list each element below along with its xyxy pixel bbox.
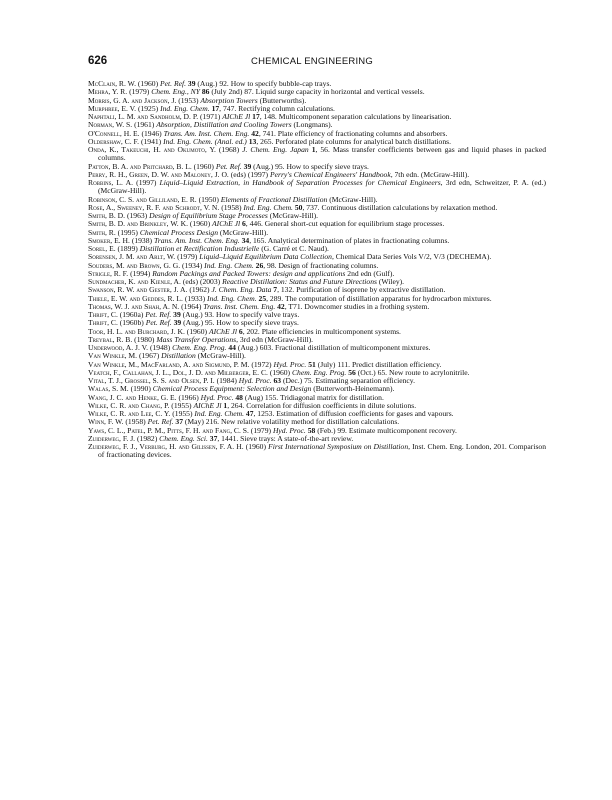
reference-volume: 44: [228, 343, 236, 352]
reference-volume: 47: [245, 409, 254, 418]
reference-details: (Aug.) 92. How to specify bubble-cap trays.: [197, 79, 332, 88]
reference-year: (1971): [200, 112, 221, 121]
reference-details: (Longmans).: [293, 120, 333, 130]
reference-volume: 26: [255, 260, 264, 270]
reference-details: , 148. Multicomponent separation calculations by linearisation.: [259, 112, 452, 121]
reference-source: Chem. Eng. Prog.: [291, 367, 347, 377]
reference-volume: 25: [258, 293, 267, 303]
reference-year: (1979): [177, 252, 198, 262]
reference-list: [88, 80, 546, 460]
reference-authors: Smoker, E. H.: [88, 235, 130, 245]
reference-year: (1968): [218, 145, 240, 154]
reference-source: Pet. Ref.: [160, 79, 186, 88]
reference-volume: 39: [173, 310, 181, 319]
reference-details: (Butterworth-Heinemann).: [313, 384, 395, 394]
reference-details: (G. Carré et C. Naud).: [261, 244, 329, 253]
reference-volume: 17: [252, 112, 260, 121]
reference-source: Liquid–Liquid Equilibrium Data Collection: [199, 252, 332, 262]
reference-source: Mass Transfer Operations: [156, 334, 237, 344]
reference-source: Absorption Towers: [200, 95, 258, 105]
page-number: 626: [88, 55, 108, 67]
reference-source: Chem. Eng. Sci.: [159, 433, 208, 443]
reference-source: Random Packings and Packed Towers: design and applications: [152, 268, 346, 278]
reference-source: J. Chem. Eng. Japan: [242, 145, 309, 154]
reference-source: Reactive Distillation: Status and Future Directions: [222, 277, 377, 286]
reference-source: Ind. Eng. Chem.: [207, 293, 257, 303]
reference-authors: Norman, W. S.: [88, 120, 133, 130]
reference-year: (1961): [134, 120, 155, 130]
reference-authors: Vital, T. J., Grossel, S. S. and Olsen, P. I.: [88, 376, 215, 385]
reference-year: (1955): [172, 409, 193, 418]
reference-source: Pet. Ref.: [145, 318, 172, 328]
reference-authors: Thrift, C.: [88, 318, 118, 328]
reference-authors: Robbins, L. A.: [88, 178, 134, 187]
reference-authors: Van Winkle, M., MacFarland, A. and Sigmund, P. M.: [88, 359, 250, 369]
reference-source: Hyd. Proc.: [200, 392, 234, 402]
reference-authors: Winn, F. W.: [88, 417, 124, 427]
reference-year: (1934): [182, 260, 203, 270]
reference-year: (1963): [126, 211, 148, 220]
reference-details: , 7th edn. (McGraw-Hill).: [390, 169, 470, 179]
reference-year: (1980): [134, 334, 155, 344]
reference-volume: 42: [277, 301, 285, 311]
reference-source: J. Chem. Eng. Data: [211, 285, 272, 295]
reference-source: Distillation et Rectification Industrielle: [139, 244, 260, 253]
reference-source: Chem. Eng. Prog.: [172, 343, 227, 352]
reference-details: , 56. Mass transfer coefficients between gas and liquid phases in packed columns.: [98, 145, 546, 163]
reference-details: (Wiley).: [378, 277, 405, 286]
reference-year: (1960a): [119, 310, 144, 319]
reference-details: , 264. Correlation for diffusion coefficients in dilute solutions.: [227, 400, 417, 410]
reference-authors: Morris, G. A. and Jackson, J.: [88, 95, 177, 105]
reference-year: (1982): [137, 433, 158, 443]
reference-year: (eds) (2003): [182, 277, 221, 286]
reference-details: (Aug.) 95. How to specify sieve trays.: [183, 318, 299, 328]
reference-authors: Onda, K., Takeuchi, H. and Okumoto, Y.: [88, 145, 216, 154]
reference-volume: 37: [175, 417, 183, 427]
reference-authors: Toor, H. L. and Burchard, J. K.: [88, 326, 185, 336]
reference-source: Elements of Fractional Distillation: [220, 194, 328, 204]
reference-authors: Patton, B. A. and Pritchard, B. L.: [88, 161, 192, 171]
reference-year: (1979): [250, 425, 272, 435]
reference-volume: 34: [241, 235, 250, 245]
reference-year: (1950): [198, 194, 219, 204]
reference-year: (1960): [245, 442, 266, 451]
reference-authors: Thrift, C.: [88, 310, 118, 319]
reference-authors: Underwood, A. J. V.: [88, 343, 149, 352]
reference-volume: 39: [187, 79, 196, 88]
reference-details: , 446. General short-cut equation for equilibrium stage processes.: [245, 219, 445, 229]
reference-details: , 165. Analytical determination of plates in fractionating columns.: [249, 235, 450, 245]
reference-authors: Thiele, E. W. and Geddes, R. L.: [88, 293, 183, 303]
reference-details: , 737. Continuous distillation calculations by relaxation method.: [302, 202, 498, 212]
reference-year: (1994): [130, 268, 151, 278]
reference-source: First International Symposium on Distillation: [268, 442, 409, 451]
reference-year: (1899): [117, 244, 138, 253]
reference-authors: Zuiderweg, F. J., Verburg, H. and Gilissen, F. A. H.: [88, 442, 244, 451]
reference-source: Trans. Am. Inst. Chem. Eng.: [153, 235, 240, 245]
reference-year: (1979): [129, 87, 150, 97]
reference-volume: 58: [307, 425, 316, 435]
reference-source: Pet. Ref.: [215, 161, 242, 171]
reference-source: Hyd. Proc.: [273, 359, 307, 369]
reference-year: (1997): [136, 178, 157, 187]
reference-volume: 63: [273, 376, 282, 385]
reference-details: (McGraw-Hill).: [197, 351, 246, 361]
reference-year: (1984): [216, 376, 237, 385]
reference-volume: 39: [173, 318, 182, 328]
reference-year: (1953): [178, 95, 199, 105]
reference-year: (1925): [137, 103, 159, 113]
reference-source: Absorption, Distillation and Cooling Towers: [156, 120, 292, 130]
reference-details: , 98. Design of fractionating columns.: [263, 260, 379, 270]
reference-source: Pet. Ref.: [145, 310, 172, 319]
reference-details: (Oct.) 65. New route to acrylonitrile.: [357, 367, 470, 377]
reference-source: Ind. Eng. Chem.: [160, 103, 210, 113]
reference-year: (1958): [221, 202, 242, 212]
reference-details: , 1441. Sieve trays: A state-of-the-art review.: [217, 433, 354, 443]
reference-authors: Naphtali, L. M. and Sandholm, D. P.: [88, 112, 199, 121]
reference-authors: Wilke, C. R. and Lee, C. Y.: [88, 409, 171, 418]
reference-volume: 13: [248, 136, 257, 146]
reference-authors: O'Connell, H. E.: [88, 128, 140, 138]
reference-volume: 37: [209, 433, 218, 443]
reference-source: AIChE Jl: [212, 219, 241, 229]
reference-year: (1960): [137, 79, 159, 88]
reference-volume: 1: [223, 400, 228, 410]
reference-year: (1933): [184, 293, 206, 303]
reference-details: , 3rd edn (McGraw-Hill).: [236, 334, 314, 344]
reference-authors: Perry, R. H., Green, D. W. and Maloney, J. O.: [88, 169, 229, 179]
reference-details: , 132. Purification of isoprene by extractive distillation.: [277, 285, 446, 295]
reference-source: AIChE Jl: [222, 112, 251, 121]
reference-source: Ind. Eng. Chem.: [194, 409, 244, 418]
reference-source: Ind. Eng. Chem. (Anal. ed.): [163, 136, 247, 146]
reference-volume: 7: [273, 285, 278, 295]
reference-volume: 86: [201, 87, 210, 97]
reference-authors: Swanson, R. W. and Gester, J. A.: [88, 285, 188, 295]
reference-authors: Smith, B. D. and Brinkley, W. K.: [88, 219, 188, 229]
reference-source: Trans. Am. Inst. Chem. Eng.: [163, 128, 250, 138]
reference-authors: Sorensen, J. M. and Arlt, W.: [88, 252, 176, 262]
reference-details: (Aug.) 95. How to specify sieve trays.: [253, 161, 369, 171]
page-header: [88, 55, 536, 69]
reference-year: (1960b): [119, 318, 144, 328]
reference-volume: 39: [243, 161, 252, 171]
reference-source: Chem. Eng., NY: [151, 87, 200, 97]
reference-volume: 56: [348, 367, 356, 377]
reference-details: , Chemical Data Series Vols V/2, V/3 (DECHEMA).: [331, 252, 492, 262]
reference-year: (1966): [178, 392, 199, 402]
reference-volume: 6: [242, 219, 246, 229]
reference-year: (1941): [140, 136, 162, 146]
reference-authors: Wang, J. C. and Henke, G. E.: [88, 392, 177, 402]
reference-volume: 17: [211, 103, 220, 113]
reference-details: (July) 111. Predict distillation efficiency.: [317, 359, 442, 369]
reference-year: (1948): [149, 343, 171, 352]
reference-details: (McGraw-Hill).: [219, 227, 269, 237]
reference-source: Ind. Eng. Chem.: [204, 260, 254, 270]
reference-details: , T71. Downcomer studies in a frothing system.: [284, 301, 430, 311]
reference-volume: 6: [238, 326, 243, 336]
reference-year: (1960): [186, 326, 208, 336]
reference-authors: Veatch, F., Callahan, J. L., Dol, J. D. and Milberger, E. C.: [88, 367, 268, 377]
reference-year: (1962): [189, 285, 210, 295]
reference-year: (eds) (1997): [230, 169, 269, 179]
reference-authors: Sundmacher, K. and Kienle, A.: [88, 277, 181, 286]
reference-authors: Strigle, R. F.: [88, 268, 129, 278]
reference-year: (1972): [251, 359, 272, 369]
reference-details: (Aug.) 93. How to specify valve trays.: [182, 310, 300, 319]
reference-authors: Zuiderweg, F. J.: [88, 433, 136, 443]
reference-volume: 51: [308, 359, 316, 369]
reference-details: , 202. Plate efficiencies in multicomponent systems.: [242, 326, 401, 336]
reference-source: Chemical Process Equipment: Selection and Design: [152, 384, 312, 394]
reference-details: (Aug.) 603. Fractional distillation of multicomponent mixtures.: [237, 343, 431, 352]
reference-entry: [88, 146, 546, 163]
reference-volume: 50: [294, 202, 303, 212]
reference-authors: Sorel, E.: [88, 244, 116, 253]
reference-details: , 265. Perforated plate columns for analytical batch distillations.: [256, 136, 451, 146]
reference-authors: Murphree, E. V.: [88, 103, 137, 113]
reference-authors: McClain, R. W.: [88, 79, 136, 88]
reference-volume: 42: [251, 128, 259, 138]
reference-details: (May) 216. New relative volatility method for distillation calculations.: [184, 417, 400, 427]
reference-source: Hyd. Proc.: [238, 376, 272, 385]
reference-details: , 741. Plate efficiency of fractionating columns and absorbers.: [258, 128, 448, 138]
reference-authors: Thomas, W. J. and Shah, A. N.: [88, 301, 180, 311]
reference-details: , 3rd edn, Schweitzer, P. A. (ed.) (McGraw-Hill).: [98, 178, 546, 196]
reference-volume: 1: [311, 145, 316, 154]
reference-details: (Butterworths).: [259, 95, 307, 105]
reference-authors: Rose, A., Sweeney, R. F. and Schrodt, V. N.: [88, 202, 220, 212]
reference-details: , 1253. Estimation of diffusion coefficients for gases and vapours.: [253, 409, 454, 418]
reference-year: (1964): [181, 301, 202, 311]
reference-year: (1967): [138, 351, 160, 361]
reference-authors: Souders, M. and Brown, G. G.: [88, 260, 181, 270]
reference-authors: Yaws, C. L., Patel, P. M., Pitts, F. H. and Fang, C. S.: [88, 425, 249, 435]
reference-source: AIChE Jl: [193, 400, 222, 410]
reference-authors: Walas, S. M.: [88, 384, 129, 394]
reference-source: AIChE Jl: [208, 326, 237, 336]
reference-details: , 289. The computation of distillation apparatus for hydrocarbon mixtures.: [266, 293, 492, 303]
reference-year: (1960): [189, 219, 211, 229]
reference-source: Design of Equilibrium Stage Processes: [149, 211, 268, 220]
reference-details: 2nd edn (Gulf).: [347, 268, 395, 278]
reference-details: (McGraw-Hill).: [269, 211, 318, 220]
reference-source: Liquid–Liquid Extraction, in Handbook of Separation Processes for Chemical Engineers: [159, 178, 441, 187]
reference-source: Trans. Inst. Chem. Eng.: [203, 301, 276, 311]
reference-year: (1990): [130, 384, 151, 394]
reference-year: (1958): [125, 417, 146, 427]
reference-source: Ind. Eng. Chem.: [243, 202, 293, 212]
reference-details: (McGraw-Hill).: [329, 194, 378, 204]
reference-year: (1995): [117, 227, 138, 237]
reference-source: Hyd. Proc.: [272, 425, 306, 435]
reference-year: (1955): [171, 400, 192, 410]
running-title: CHEMICAL ENGINEERING: [251, 56, 373, 67]
reference-year: (1960): [193, 161, 214, 171]
reference-authors: Smith, B. D.: [88, 211, 126, 220]
reference-entry: [88, 443, 546, 460]
reference-details: , 747. Rectifying column calculations.: [219, 103, 335, 113]
reference-source: Pet. Ref.: [147, 417, 174, 427]
reference-details: (July 2nd) 87. Liquid surge capacity in horizontal and vertical vessels.: [211, 87, 425, 97]
reference-details: (Dec.) 75. Estimating separation efficiency.: [283, 376, 415, 385]
reference-source: Perry's Chemical Engineers' Handbook: [269, 169, 391, 179]
reference-authors: Treybal, R. B.: [88, 334, 133, 344]
reference-details: , Inst. Chem. Eng. London, 201. Comparison of fractionating devices.: [98, 442, 546, 460]
reference-authors: Mehra, Y. R.: [88, 87, 128, 97]
reference-volume: 48: [235, 392, 243, 402]
reference-authors: Wilke, C. R. and Chang, P.: [88, 400, 170, 410]
reference-authors: Van Winkle, M.: [88, 351, 138, 361]
reference-year: (1960): [269, 367, 291, 377]
reference-details: (Aug) 155. Tridiagonal matrix for distillation.: [244, 392, 384, 402]
reference-details: (Feb.) 99. Estimate multicomponent recovery.: [317, 425, 457, 435]
reference-authors: Smith, R.: [88, 227, 116, 237]
reference-source: Chemical Process Design: [139, 227, 219, 237]
reference-authors: Robinson, C. S. and Gilliland, E. R.: [88, 194, 197, 204]
reference-authors: Oldershaw, C. F.: [88, 136, 140, 146]
reference-year: (1938): [131, 235, 153, 245]
reference-entry: [88, 179, 546, 196]
reference-year: (1946): [141, 128, 162, 138]
reference-source: Distillation: [161, 351, 196, 361]
